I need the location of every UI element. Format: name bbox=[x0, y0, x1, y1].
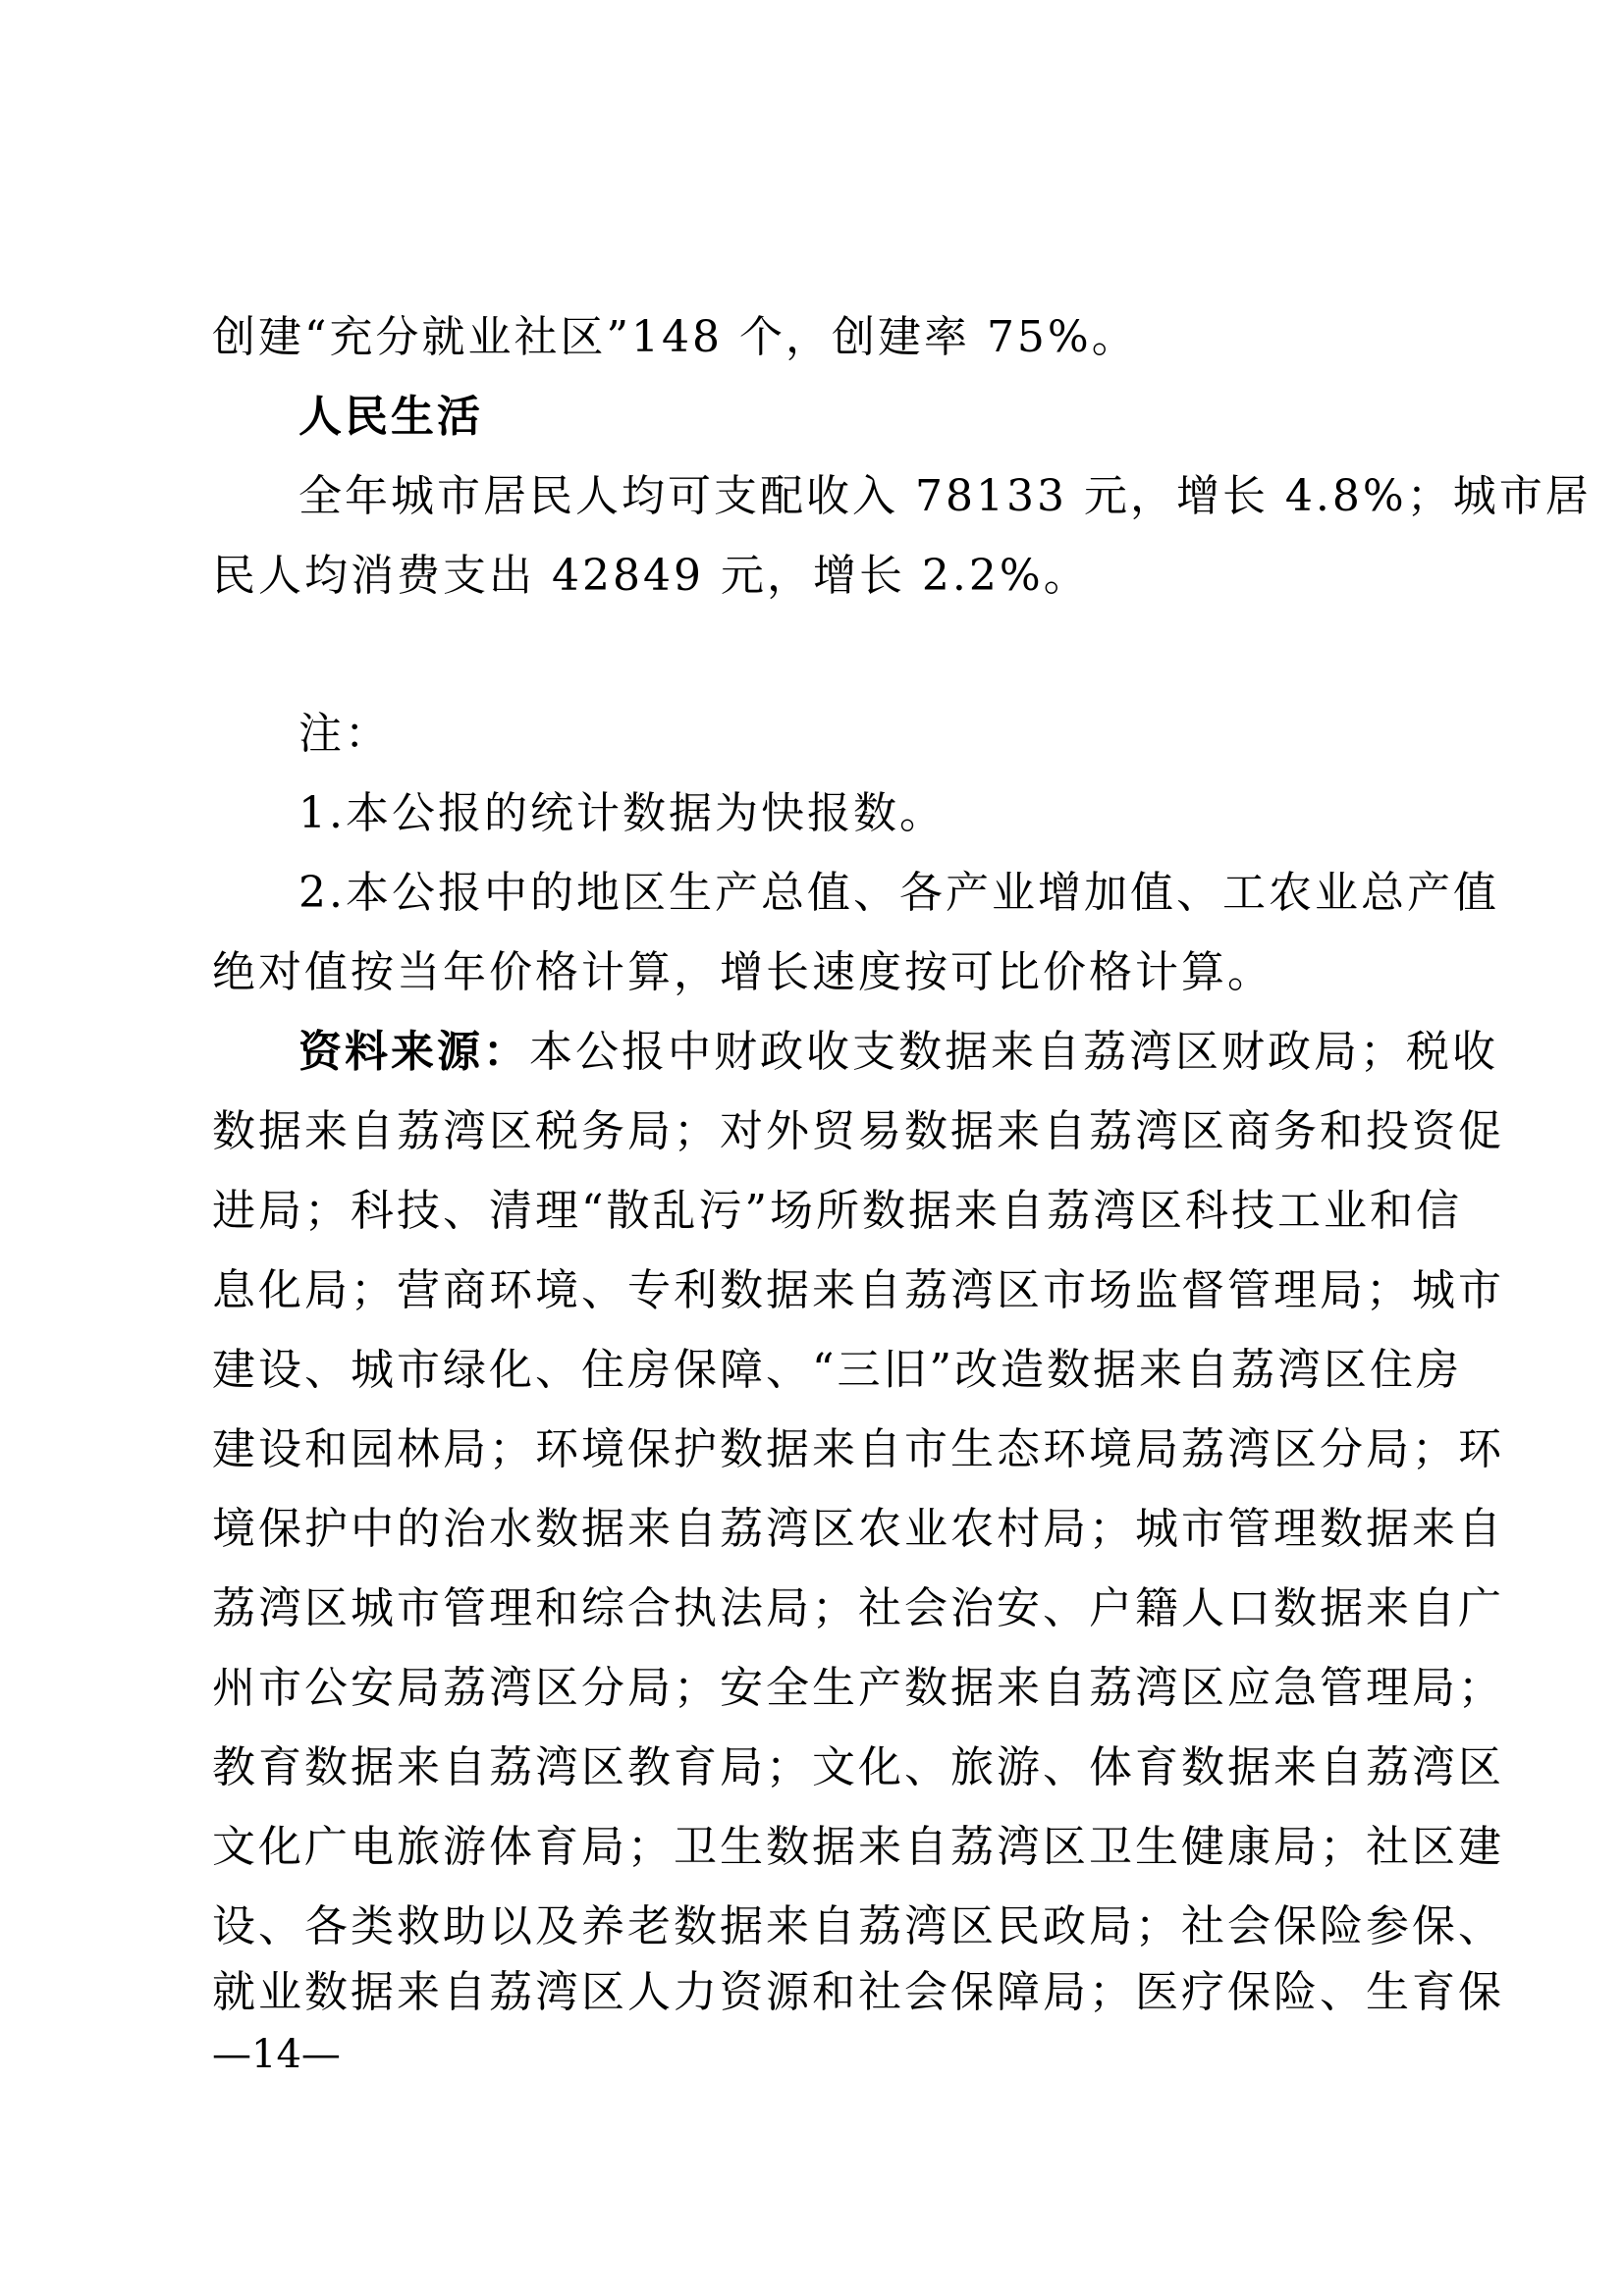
paragraph-line: 就业数据来自荔湾区人力资源和社会保障局；医疗保险、生育保 bbox=[212, 1967, 1504, 2017]
note-item: 1.本公报的统计数据为快报数。 bbox=[298, 788, 946, 838]
note-label: 注： bbox=[298, 709, 391, 759]
paragraph-line: 数据来自荔湾区税务局；对外贸易数据来自荔湾区商务和投资促 bbox=[212, 1106, 1504, 1156]
paragraph-line: 境保护中的治水数据来自荔湾区农业农村局；城市管理数据来自 bbox=[212, 1504, 1504, 1554]
paragraph-line: 创建“充分就业社区”148 个，创建率 75%。 bbox=[212, 312, 1138, 362]
paragraph-line: 息化局；营商环境、专利数据来自荔湾区市场监督管理局；城市 bbox=[212, 1265, 1504, 1315]
paragraph-line: 民人均消费支出 42849 元，增长 2.2%。 bbox=[212, 551, 1090, 601]
paragraph-line: 荔湾区城市管理和综合执法局；社会治安、户籍人口数据来自广 bbox=[212, 1583, 1504, 1633]
paragraph-line: 设、各类救助以及养老数据来自荔湾区民政局；社会保险参保、 bbox=[212, 1901, 1504, 1951]
paragraph-line: 进局；科技、清理“散乱污”场所数据来自荔湾区科技工业和信 bbox=[212, 1186, 1462, 1236]
page-number: —14— bbox=[212, 2032, 341, 2077]
note-item: 2.本公报中的地区生产总值、各产业增加值、工农业总产值 bbox=[298, 868, 1499, 918]
paragraph-line: 文化广电旅游体育局；卫生数据来自荔湾区卫生健康局；社区建 bbox=[212, 1822, 1504, 1872]
source-text: 本公报中财政收支数据来自荔湾区财政局；税收 bbox=[529, 1027, 1498, 1077]
source-label: 资料来源： bbox=[298, 1027, 529, 1077]
paragraph-line: 建设和园林局；环境保护数据来自市生态环境局荔湾区分局；环 bbox=[212, 1424, 1504, 1474]
section-heading: 人民生活 bbox=[298, 392, 483, 442]
note-item: 绝对值按当年价格计算，增长速度按可比价格计算。 bbox=[212, 947, 1273, 997]
source-first-line bbox=[298, 1023, 1498, 1082]
paragraph-line: 教育数据来自荔湾区教育局；文化、旅游、体育数据来自荔湾区 bbox=[212, 1742, 1504, 1792]
paragraph-line: 建设、城市绿化、住房保障、“三旧”改造数据来自荔湾区住房 bbox=[212, 1345, 1462, 1395]
paragraph-line: 全年城市居民人均可支配收入 78133 元，增长 4.8%；城市居 bbox=[298, 471, 1592, 521]
paragraph-line: 州市公安局荔湾区分局；安全生产数据来自荔湾区应急管理局； bbox=[212, 1663, 1504, 1713]
